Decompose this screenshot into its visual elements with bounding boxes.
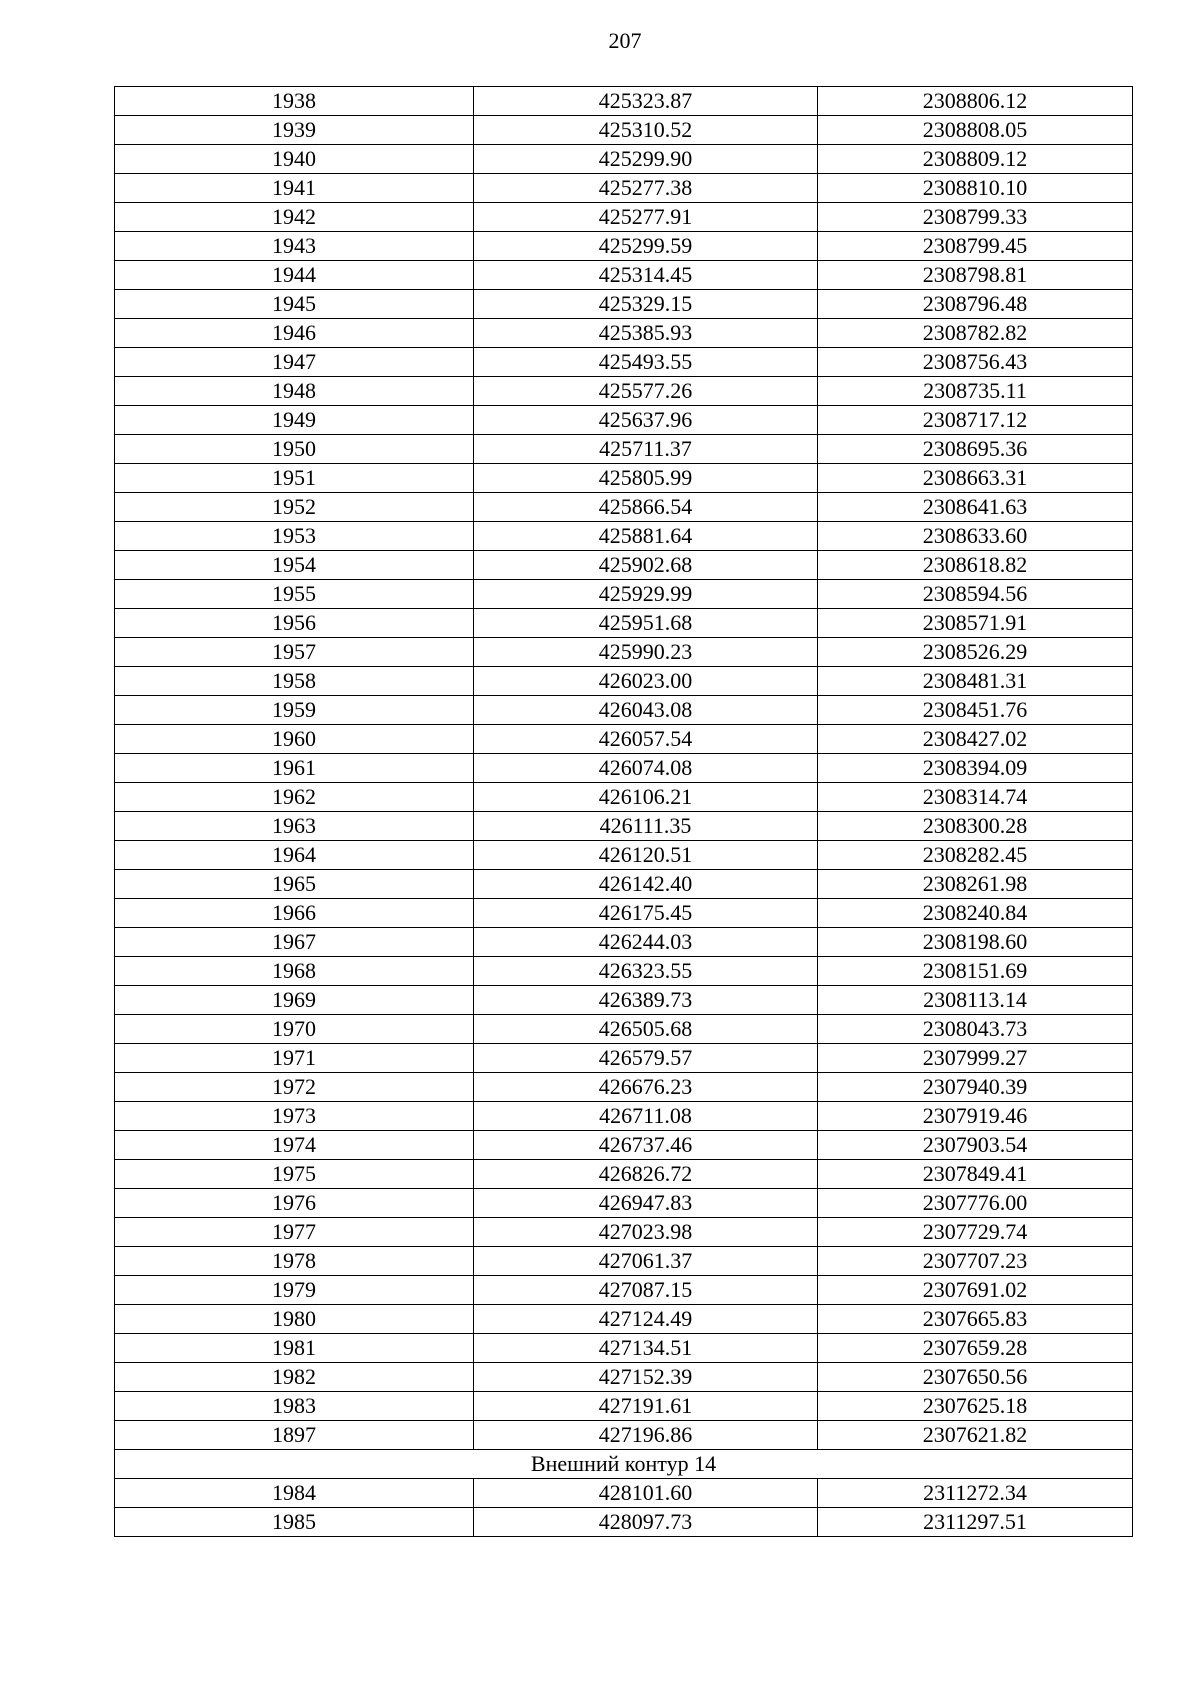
- table-row: [115, 725, 1133, 754]
- y-coordinate-cell: 2307665.83: [818, 1305, 1133, 1334]
- y-coordinate-cell: 2311272.34: [818, 1479, 1133, 1508]
- point-number-cell: 1940: [115, 145, 474, 174]
- table-row: [115, 1508, 1133, 1537]
- y-coordinate-cell: 2308043.73: [818, 1015, 1133, 1044]
- table-row: [115, 1015, 1133, 1044]
- y-coordinate-cell: 2308451.76: [818, 696, 1133, 725]
- point-number-cell: 1947: [115, 348, 474, 377]
- point-number-cell: 1974: [115, 1131, 474, 1160]
- x-coordinate-cell: 425277.91: [474, 203, 818, 232]
- x-coordinate-cell: 427196.86: [474, 1421, 818, 1450]
- table-row: [115, 145, 1133, 174]
- y-coordinate-cell: 2308735.11: [818, 377, 1133, 406]
- x-coordinate-cell: 425493.55: [474, 348, 818, 377]
- x-coordinate-cell: 426111.35: [474, 812, 818, 841]
- x-coordinate-cell: 425951.68: [474, 609, 818, 638]
- y-coordinate-cell: 2308809.12: [818, 145, 1133, 174]
- x-coordinate-cell: 426120.51: [474, 841, 818, 870]
- point-number-cell: 1943: [115, 232, 474, 261]
- point-number-cell: 1963: [115, 812, 474, 841]
- x-coordinate-cell: 425299.90: [474, 145, 818, 174]
- x-coordinate-cell: 427134.51: [474, 1334, 818, 1363]
- y-coordinate-cell: 2308151.69: [818, 957, 1133, 986]
- x-coordinate-cell: 425299.59: [474, 232, 818, 261]
- table-row: [115, 1102, 1133, 1131]
- x-coordinate-cell: 426389.73: [474, 986, 818, 1015]
- point-number-cell: 1970: [115, 1015, 474, 1044]
- table-row: [115, 174, 1133, 203]
- y-coordinate-cell: 2308113.14: [818, 986, 1133, 1015]
- table-row: [115, 1334, 1133, 1363]
- table-row: [115, 1044, 1133, 1073]
- point-number-cell: 1981: [115, 1334, 474, 1363]
- y-coordinate-cell: 2308663.31: [818, 464, 1133, 493]
- x-coordinate-cell: 427152.39: [474, 1363, 818, 1392]
- point-number-cell: 1957: [115, 638, 474, 667]
- y-coordinate-cell: 2308695.36: [818, 435, 1133, 464]
- x-coordinate-cell: 426244.03: [474, 928, 818, 957]
- point-number-cell: 1946: [115, 319, 474, 348]
- point-number-cell: 1950: [115, 435, 474, 464]
- y-coordinate-cell: 2308756.43: [818, 348, 1133, 377]
- point-number-cell: 1955: [115, 580, 474, 609]
- y-coordinate-cell: 2308796.48: [818, 290, 1133, 319]
- x-coordinate-cell: 425902.68: [474, 551, 818, 580]
- x-coordinate-cell: 427087.15: [474, 1276, 818, 1305]
- point-number-cell: 1976: [115, 1189, 474, 1218]
- table-row: [115, 493, 1133, 522]
- table-row: [115, 1276, 1133, 1305]
- y-coordinate-cell: 2308798.81: [818, 261, 1133, 290]
- table-row: [115, 1479, 1133, 1508]
- table-row: [115, 841, 1133, 870]
- point-number-cell: 1951: [115, 464, 474, 493]
- table-row: [115, 406, 1133, 435]
- table-row: [115, 1189, 1133, 1218]
- x-coordinate-cell: 426711.08: [474, 1102, 818, 1131]
- table-row: [115, 957, 1133, 986]
- point-number-cell: 1953: [115, 522, 474, 551]
- x-coordinate-cell: 426142.40: [474, 870, 818, 899]
- point-number-cell: 1975: [115, 1160, 474, 1189]
- table-row: [115, 1160, 1133, 1189]
- point-number-cell: 1941: [115, 174, 474, 203]
- x-coordinate-cell: 428101.60: [474, 1479, 818, 1508]
- y-coordinate-cell: 2307691.02: [818, 1276, 1133, 1305]
- point-number-cell: 1964: [115, 841, 474, 870]
- table-row: [115, 986, 1133, 1015]
- y-coordinate-cell: 2308526.29: [818, 638, 1133, 667]
- point-number-cell: 1967: [115, 928, 474, 957]
- y-coordinate-cell: 2308261.98: [818, 870, 1133, 899]
- y-coordinate-cell: 2308594.56: [818, 580, 1133, 609]
- point-number-cell: 1979: [115, 1276, 474, 1305]
- y-coordinate-cell: 2308300.28: [818, 812, 1133, 841]
- point-number-cell: 1938: [115, 87, 474, 116]
- x-coordinate-cell: 426175.45: [474, 899, 818, 928]
- table-row: [115, 464, 1133, 493]
- table-row: [115, 667, 1133, 696]
- y-coordinate-cell: 2308282.45: [818, 841, 1133, 870]
- x-coordinate-cell: 426057.54: [474, 725, 818, 754]
- y-coordinate-cell: 2307849.41: [818, 1160, 1133, 1189]
- point-number-cell: 1959: [115, 696, 474, 725]
- section-heading: Внешний контур 14: [115, 1450, 1133, 1479]
- table-row: [115, 1247, 1133, 1276]
- x-coordinate-cell: 425277.38: [474, 174, 818, 203]
- x-coordinate-cell: 425805.99: [474, 464, 818, 493]
- table-row: [115, 1363, 1133, 1392]
- point-number-cell: 1939: [115, 116, 474, 145]
- x-coordinate-cell: 426074.08: [474, 754, 818, 783]
- y-coordinate-cell: 2308198.60: [818, 928, 1133, 957]
- table-row: [115, 870, 1133, 899]
- coordinates-table-body: [115, 87, 1133, 1537]
- point-number-cell: 1962: [115, 783, 474, 812]
- x-coordinate-cell: 425329.15: [474, 290, 818, 319]
- point-number-cell: 1969: [115, 986, 474, 1015]
- y-coordinate-cell: 2308427.02: [818, 725, 1133, 754]
- point-number-cell: 1972: [115, 1073, 474, 1102]
- point-number-cell: 1977: [115, 1218, 474, 1247]
- y-coordinate-cell: 2311297.51: [818, 1508, 1133, 1537]
- point-number-cell: 1944: [115, 261, 474, 290]
- y-coordinate-cell: 2307621.82: [818, 1421, 1133, 1450]
- x-coordinate-cell: 426826.72: [474, 1160, 818, 1189]
- table-row: [115, 638, 1133, 667]
- point-number-cell: 1971: [115, 1044, 474, 1073]
- x-coordinate-cell: 426043.08: [474, 696, 818, 725]
- table-row: [115, 696, 1133, 725]
- page-number: 207: [608, 28, 642, 53]
- table-row: [115, 609, 1133, 638]
- y-coordinate-cell: 2307919.46: [818, 1102, 1133, 1131]
- y-coordinate-cell: 2307940.39: [818, 1073, 1133, 1102]
- y-coordinate-cell: 2307625.18: [818, 1392, 1133, 1421]
- y-coordinate-cell: 2307999.27: [818, 1044, 1133, 1073]
- x-coordinate-cell: 426737.46: [474, 1131, 818, 1160]
- table-row: [115, 1421, 1133, 1450]
- x-coordinate-cell: 425881.64: [474, 522, 818, 551]
- x-coordinate-cell: 425637.96: [474, 406, 818, 435]
- x-coordinate-cell: 426579.57: [474, 1044, 818, 1073]
- point-number-cell: 1968: [115, 957, 474, 986]
- y-coordinate-cell: 2308314.74: [818, 783, 1133, 812]
- table-row: [115, 1218, 1133, 1247]
- point-number-cell: 1942: [115, 203, 474, 232]
- table-row: [115, 1131, 1133, 1160]
- table-row: [115, 580, 1133, 609]
- x-coordinate-cell: 426676.23: [474, 1073, 818, 1102]
- point-number-cell: 1949: [115, 406, 474, 435]
- point-number-cell: 1985: [115, 1508, 474, 1537]
- table-row: [115, 290, 1133, 319]
- table-row: [115, 232, 1133, 261]
- x-coordinate-cell: 427061.37: [474, 1247, 818, 1276]
- point-number-cell: 1978: [115, 1247, 474, 1276]
- table-row: [115, 1305, 1133, 1334]
- x-coordinate-cell: 426323.55: [474, 957, 818, 986]
- table-row: [115, 551, 1133, 580]
- table-row: [115, 319, 1133, 348]
- x-coordinate-cell: 425929.99: [474, 580, 818, 609]
- point-number-cell: 1897: [115, 1421, 474, 1450]
- table-row: [115, 435, 1133, 464]
- y-coordinate-cell: 2308782.82: [818, 319, 1133, 348]
- x-coordinate-cell: 425385.93: [474, 319, 818, 348]
- table-row: [115, 899, 1133, 928]
- table-row: [115, 522, 1133, 551]
- x-coordinate-cell: 426106.21: [474, 783, 818, 812]
- x-coordinate-cell: 427191.61: [474, 1392, 818, 1421]
- y-coordinate-cell: 2308806.12: [818, 87, 1133, 116]
- y-coordinate-cell: 2308810.10: [818, 174, 1133, 203]
- point-number-cell: 1966: [115, 899, 474, 928]
- x-coordinate-cell: 427124.49: [474, 1305, 818, 1334]
- x-coordinate-cell: 426505.68: [474, 1015, 818, 1044]
- table-row: [115, 1392, 1133, 1421]
- point-number-cell: 1983: [115, 1392, 474, 1421]
- table-row: [115, 812, 1133, 841]
- point-number-cell: 1982: [115, 1363, 474, 1392]
- x-coordinate-cell: 428097.73: [474, 1508, 818, 1537]
- point-number-cell: 1945: [115, 290, 474, 319]
- y-coordinate-cell: 2307650.56: [818, 1363, 1133, 1392]
- x-coordinate-cell: 425314.45: [474, 261, 818, 290]
- y-coordinate-cell: 2308799.33: [818, 203, 1133, 232]
- y-coordinate-cell: 2307776.00: [818, 1189, 1133, 1218]
- y-coordinate-cell: 2308641.63: [818, 493, 1133, 522]
- y-coordinate-cell: 2308808.05: [818, 116, 1133, 145]
- table-row: [115, 348, 1133, 377]
- x-coordinate-cell: 425310.52: [474, 116, 818, 145]
- point-number-cell: 1961: [115, 754, 474, 783]
- table-row: [115, 754, 1133, 783]
- x-coordinate-cell: 425711.37: [474, 435, 818, 464]
- point-number-cell: 1965: [115, 870, 474, 899]
- section-heading-row: [115, 1450, 1133, 1479]
- table-row: [115, 261, 1133, 290]
- y-coordinate-cell: 2308633.60: [818, 522, 1133, 551]
- table-row: [115, 377, 1133, 406]
- x-coordinate-cell: 426947.83: [474, 1189, 818, 1218]
- point-number-cell: 1984: [115, 1479, 474, 1508]
- y-coordinate-cell: 2308571.91: [818, 609, 1133, 638]
- table-row: [115, 928, 1133, 957]
- y-coordinate-cell: 2308717.12: [818, 406, 1133, 435]
- x-coordinate-cell: 425577.26: [474, 377, 818, 406]
- y-coordinate-cell: 2308618.82: [818, 551, 1133, 580]
- y-coordinate-cell: 2308240.84: [818, 899, 1133, 928]
- point-number-cell: 1973: [115, 1102, 474, 1131]
- table-row: [115, 87, 1133, 116]
- point-number-cell: 1960: [115, 725, 474, 754]
- coordinates-table: [114, 86, 1133, 1537]
- table-row: [115, 1073, 1133, 1102]
- y-coordinate-cell: 2307707.23: [818, 1247, 1133, 1276]
- point-number-cell: 1956: [115, 609, 474, 638]
- y-coordinate-cell: 2308481.31: [818, 667, 1133, 696]
- y-coordinate-cell: 2307659.28: [818, 1334, 1133, 1363]
- table-row: [115, 203, 1133, 232]
- point-number-cell: 1948: [115, 377, 474, 406]
- y-coordinate-cell: 2307903.54: [818, 1131, 1133, 1160]
- x-coordinate-cell: 425866.54: [474, 493, 818, 522]
- point-number-cell: 1958: [115, 667, 474, 696]
- table-row: [115, 783, 1133, 812]
- point-number-cell: 1980: [115, 1305, 474, 1334]
- y-coordinate-cell: 2307729.74: [818, 1218, 1133, 1247]
- y-coordinate-cell: 2308799.45: [818, 232, 1133, 261]
- x-coordinate-cell: 427023.98: [474, 1218, 818, 1247]
- y-coordinate-cell: 2308394.09: [818, 754, 1133, 783]
- x-coordinate-cell: 426023.00: [474, 667, 818, 696]
- point-number-cell: 1954: [115, 551, 474, 580]
- x-coordinate-cell: 425323.87: [474, 87, 818, 116]
- x-coordinate-cell: 425990.23: [474, 638, 818, 667]
- point-number-cell: 1952: [115, 493, 474, 522]
- table-row: [115, 116, 1133, 145]
